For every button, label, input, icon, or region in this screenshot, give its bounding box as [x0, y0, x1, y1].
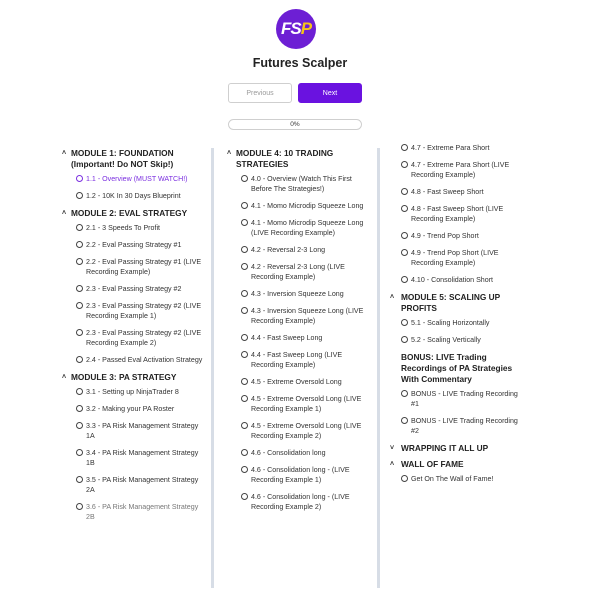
lesson-label: 3.5 - PA Risk Management Strategy 2A — [86, 476, 199, 494]
module-header[interactable] — [390, 459, 520, 470]
chevron-up-icon: ˄ — [62, 374, 67, 381]
lesson-label: BONUS - LIVE Trading Recording #2 — [411, 417, 518, 435]
lesson-item[interactable] — [227, 465, 367, 485]
lesson-label: 5.1 - Scaling Horizontally — [411, 319, 490, 327]
lesson-item[interactable] — [227, 448, 367, 458]
lesson-label: 4.4 - Fast Sweep Long — [251, 334, 323, 342]
circle-icon — [241, 395, 248, 402]
chevron-up-icon: ˄ — [390, 294, 395, 301]
circle-icon — [76, 422, 83, 429]
lesson-item[interactable] — [227, 245, 367, 255]
lesson-label: 4.6 - Consolidation long - (LIVE Recording Example 1) — [251, 466, 350, 484]
lesson-label: 4.4 - Fast Sweep Long (LIVE Recording Example) — [251, 351, 343, 369]
module-title: WALL OF FAME — [401, 459, 464, 469]
progress-label: 0% — [290, 121, 300, 128]
lesson-item[interactable] — [227, 218, 367, 238]
circle-icon — [241, 175, 248, 182]
lesson-item[interactable] — [62, 240, 204, 250]
lesson-label: 3.1 - Setting up NinjaTrader 8 — [86, 388, 179, 396]
circle-icon — [241, 378, 248, 385]
circle-icon — [241, 351, 248, 358]
lesson-label: 4.5 - Extreme Oversold Long — [251, 378, 342, 386]
module-title: MODULE 2: EVAL STRATEGY — [71, 208, 188, 218]
circle-icon — [241, 219, 248, 226]
module-header[interactable] — [390, 352, 520, 385]
lesson-item[interactable] — [227, 333, 367, 343]
module-section — [390, 443, 520, 454]
circle-icon — [76, 192, 83, 199]
module-header[interactable] — [62, 148, 204, 170]
lesson-item[interactable] — [227, 174, 367, 194]
course-logo — [276, 9, 316, 49]
circle-icon — [241, 422, 248, 429]
circle-icon — [241, 449, 248, 456]
module-section — [390, 459, 520, 484]
lesson-item[interactable] — [227, 492, 367, 512]
circle-icon — [401, 417, 408, 424]
module-section — [390, 292, 520, 345]
module-section — [227, 148, 367, 512]
circle-icon — [401, 475, 408, 482]
circle-icon — [241, 334, 248, 341]
lesson-label: 4.3 - Inversion Squeeze Long — [251, 290, 344, 298]
circle-icon — [76, 405, 83, 412]
circle-icon — [401, 144, 408, 151]
lesson-label: 4.9 - Trend Pop Short (LIVE Recording Example) — [411, 249, 499, 267]
circle-icon — [241, 290, 248, 297]
circle-icon — [401, 205, 408, 212]
column-divider — [211, 148, 214, 588]
lesson-item[interactable] — [390, 474, 520, 484]
lesson-item[interactable] — [390, 187, 520, 197]
lesson-item[interactable] — [62, 223, 204, 233]
curriculum-column-3 — [390, 143, 520, 491]
circle-icon — [401, 390, 408, 397]
lesson-label: 4.6 - Consolidation long - (LIVE Recording Example 2) — [251, 493, 350, 511]
circle-icon — [241, 493, 248, 500]
logo-letter-s: S — [290, 19, 301, 38]
lesson-item[interactable] — [62, 328, 204, 348]
module-header[interactable] — [390, 292, 520, 314]
lesson-item[interactable] — [227, 289, 367, 299]
lesson-label: 4.2 - Reversal 2-3 Long (LIVE Recording Example) — [251, 263, 345, 281]
lesson-label: 4.8 - Fast Sweep Short (LIVE Recording Example) — [411, 205, 504, 223]
module-title: BONUS: LIVE Trading Recordings of PA Strategies With Commentary — [401, 352, 513, 384]
logo-letter-f: F — [280, 19, 291, 38]
lesson-item[interactable] — [62, 355, 204, 365]
chevron-up-icon: ˄ — [62, 150, 67, 157]
curriculum-column-1 — [62, 143, 204, 529]
lesson-label: 2.2 - Eval Passing Strategy #1 (LIVE Recording Example) — [86, 258, 202, 276]
module-section — [390, 352, 520, 436]
logo-letter-p: P — [300, 19, 312, 38]
circle-icon — [401, 161, 408, 168]
circle-icon — [76, 388, 83, 395]
chevron-down-icon: ˅ — [390, 445, 395, 452]
lesson-label: 4.10 - Consolidation Short — [411, 276, 494, 284]
lesson-label: 5.2 - Scaling Vertically — [411, 336, 481, 344]
circle-icon — [241, 466, 248, 473]
module-header[interactable] — [390, 443, 520, 454]
circle-icon — [76, 329, 83, 336]
lesson-label: 4.5 - Extreme Oversold Long (LIVE Recording Example 2) — [251, 422, 362, 440]
lesson-item[interactable] — [227, 306, 367, 326]
lesson-label: 3.3 - PA Risk Management Strategy 1A — [86, 422, 199, 440]
circle-icon — [241, 263, 248, 270]
lesson-label: 4.7 - Extreme Para Short (LIVE Recording Example) — [411, 161, 510, 179]
lesson-label: 4.0 - Overview (Watch This First Before The Strategies!) — [251, 175, 352, 193]
lesson-label: 2.3 - Eval Passing Strategy #2 — [86, 285, 182, 293]
lesson-item[interactable] — [62, 174, 204, 184]
lesson-label: 2.4 - Passed Eval Activation Strategy — [86, 356, 203, 364]
circle-icon — [401, 188, 408, 195]
lesson-label: 2.3 - Eval Passing Strategy #2 (LIVE Recording Example 1) — [86, 302, 202, 320]
circle-icon — [76, 476, 83, 483]
lesson-item[interactable] — [390, 335, 520, 345]
circle-icon — [76, 285, 83, 292]
module-title: WRAPPING IT ALL UP — [401, 443, 489, 453]
lesson-item[interactable] — [62, 257, 204, 277]
circle-icon — [76, 449, 83, 456]
lesson-label: 4.3 - Inversion Squeeze Long (LIVE Recording Example) — [251, 307, 364, 325]
lesson-label: 4.2 - Reversal 2-3 Long — [251, 246, 326, 254]
lesson-item[interactable] — [390, 318, 520, 328]
circle-icon — [76, 175, 83, 182]
lesson-label: 4.5 - Extreme Oversold Long (LIVE Recording Example 1) — [251, 395, 362, 413]
lesson-label: 3.2 - Making your PA Roster — [86, 405, 175, 413]
circle-icon — [76, 503, 83, 510]
lesson-label: 3.4 - PA Risk Management Strategy 1B — [86, 449, 199, 467]
lesson-item[interactable] — [390, 389, 520, 409]
progress-bar — [228, 119, 362, 130]
module-section — [62, 372, 204, 522]
chevron-up-icon: ˄ — [227, 150, 232, 157]
lesson-item[interactable] — [227, 350, 367, 370]
circle-icon — [76, 224, 83, 231]
lesson-label: 4.9 - Trend Pop Short — [411, 232, 479, 240]
lesson-item[interactable] — [227, 421, 367, 441]
lesson-label: 4.1 - Momo Microdip Squeeze Long — [251, 202, 364, 210]
lesson-item[interactable] — [390, 143, 520, 153]
lesson-label: 4.7 - Extreme Para Short — [411, 144, 490, 152]
lesson-item[interactable] — [62, 301, 204, 321]
lesson-label: BONUS - LIVE Trading Recording #1 — [411, 390, 518, 408]
chevron-up-icon: ˄ — [390, 461, 395, 468]
lesson-item[interactable] — [227, 394, 367, 414]
chevron-up-icon: ˄ — [62, 210, 67, 217]
module-section — [62, 208, 204, 365]
module-title: MODULE 5: SCALING UP PROFITS — [401, 292, 500, 313]
lesson-item[interactable] — [390, 416, 520, 436]
lesson-item[interactable] — [227, 201, 367, 211]
lesson-label: 2.2 - Eval Passing Strategy #1 — [86, 241, 182, 249]
curriculum-column-2 — [227, 143, 367, 519]
lesson-label: 1.1 - Overview (MUST WATCH!) — [86, 175, 188, 183]
module-header[interactable] — [62, 208, 204, 219]
lesson-item[interactable] — [390, 160, 520, 180]
lesson-item[interactable] — [390, 231, 520, 241]
module-header[interactable] — [227, 148, 367, 170]
lesson-label: 1.2 - 10K In 30 Days Blueprint — [86, 192, 181, 200]
lesson-item[interactable] — [62, 191, 204, 201]
module-section — [62, 148, 204, 201]
module-title: MODULE 3: PA STRATEGY — [71, 372, 177, 382]
next-button[interactable]: Next — [298, 83, 362, 103]
circle-icon — [401, 319, 408, 326]
lesson-label: 3.6 - PA Risk Management Strategy 2B — [86, 503, 199, 521]
circle-icon — [76, 302, 83, 309]
previous-button[interactable]: Previous — [228, 83, 292, 103]
lesson-item[interactable] — [62, 502, 204, 522]
lesson-item[interactable] — [390, 204, 520, 224]
circle-icon — [241, 202, 248, 209]
lesson-label: Get On The Wall of Fame! — [411, 475, 494, 483]
lesson-label: 2.1 - 3 Speeds To Profit — [86, 224, 161, 232]
column-divider — [377, 148, 380, 588]
lesson-item[interactable] — [62, 421, 204, 441]
lesson-item[interactable] — [390, 275, 520, 285]
lesson-item[interactable] — [390, 248, 520, 268]
module-header[interactable] — [62, 372, 204, 383]
course-title: Futures Scalper — [252, 56, 348, 70]
circle-icon — [241, 307, 248, 314]
lesson-label: 4.8 - Fast Sweep Short — [411, 188, 484, 196]
module-title: MODULE 4: 10 TRADING STRATEGIES — [236, 148, 334, 169]
circle-icon — [76, 356, 83, 363]
circle-icon — [401, 232, 408, 239]
lesson-item[interactable] — [62, 284, 204, 294]
lesson-item[interactable] — [62, 448, 204, 468]
circle-icon — [401, 249, 408, 256]
lesson-item[interactable] — [62, 387, 204, 397]
lesson-item[interactable] — [62, 404, 204, 414]
circle-icon — [401, 336, 408, 343]
lesson-item[interactable] — [227, 377, 367, 387]
circle-icon — [401, 276, 408, 283]
lesson-label: 2.3 - Eval Passing Strategy #2 (LIVE Recording Example 2) — [86, 329, 202, 347]
lesson-item[interactable] — [227, 262, 367, 282]
lesson-label: 4.1 - Momo Microdip Squeeze Long (LIVE Recording Example) — [251, 219, 364, 237]
circle-icon — [241, 246, 248, 253]
lesson-item[interactable] — [62, 475, 204, 495]
circle-icon — [76, 241, 83, 248]
module-title: MODULE 1: FOUNDATION (Important! Do NOT Skip!) — [71, 148, 174, 169]
lesson-label: 4.6 - Consolidation long — [251, 449, 326, 457]
module-section — [390, 143, 520, 285]
circle-icon — [76, 258, 83, 265]
